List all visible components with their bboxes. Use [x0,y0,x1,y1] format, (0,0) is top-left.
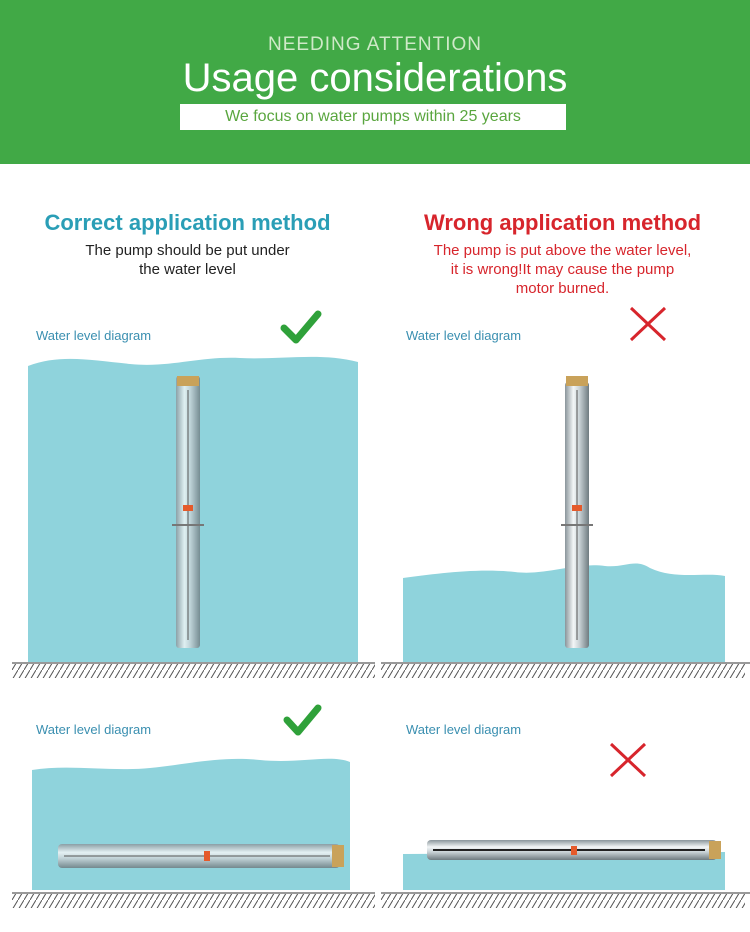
correct-method-title: Correct application method [44,210,331,235]
page-title: Usage considerations [182,56,568,100]
diagram-label: Water level diagram [36,722,152,737]
diagram-panel-wrong-vertical [375,300,750,685]
check-icon [287,708,318,732]
wrong-desc-line: The pump is put above the water level, [433,242,692,259]
correct-desc-line: the water level [139,261,236,278]
wrong-desc-line: motor burned. [515,280,610,297]
ground-hatch [12,894,375,908]
ground-hatch [381,664,745,678]
correct-method-description [0,241,375,279]
header-tagline: We focus on water pumps within 25 years [180,104,566,130]
water-body [403,563,725,662]
ground-hatch [381,894,745,908]
diagram-label: Water level diagram [36,328,152,343]
header-kicker: NEEDING ATTENTION [267,34,483,55]
ground-hatch [12,664,375,678]
wrong-method-title: Wrong application method [423,210,702,235]
diagram-panel-wrong-horizontal [375,700,750,932]
wrong-method-description [375,241,750,298]
correct-desc-line: The pump should be put under [85,242,290,259]
header-banner [0,0,750,164]
diagram-label: Water level diagram [406,722,522,737]
wrong-desc-line: it is wrong!It may cause the pump [450,261,675,278]
check-icon [284,314,318,340]
diagram-label: Water level diagram [406,328,522,343]
diagram-panel-correct-vertical [0,300,375,685]
cross-icon [631,308,665,340]
diagram-panel-correct-horizontal [0,700,375,932]
water-body [32,759,350,890]
cross-icon [611,744,645,776]
